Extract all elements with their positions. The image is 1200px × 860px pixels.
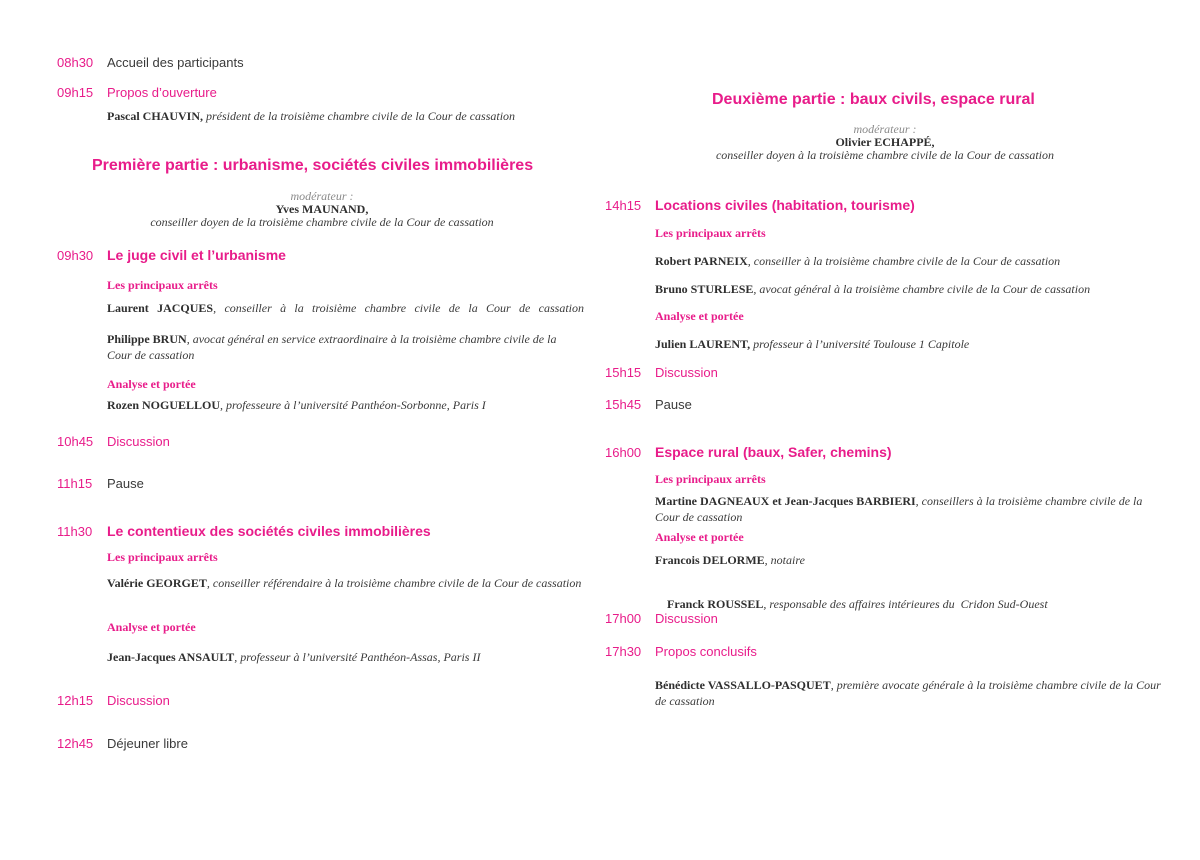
speaker-role: , conseiller référendaire à la troisième chambre civile de la Cour de cassation bbox=[206, 576, 582, 590]
speaker-role: , responsable des affaires intérieures du Cridon Sud-Ouest bbox=[763, 597, 1048, 611]
speaker-ansault bbox=[107, 649, 587, 665]
speaker-role: , avocat général à la troisième chambre civile de la Cour de cassation bbox=[753, 282, 1091, 296]
time-discussion-1: 10h45 bbox=[57, 434, 94, 449]
speaker-georget bbox=[107, 575, 584, 591]
time-session-4: 16h00 bbox=[605, 445, 642, 460]
speaker-brun bbox=[107, 331, 582, 363]
speaker-role: , conseillers à la troisième chambre civile de la Cour de cassation bbox=[655, 494, 1143, 524]
speaker-role: , professeure à l’université Panthéon-Sorbonne, Paris I bbox=[220, 398, 486, 412]
speaker-name: Laurent JACQUES bbox=[107, 301, 214, 315]
session-4-sub-analyse: Analyse et portée bbox=[655, 530, 744, 544]
speaker-name: Martine DAGNEAUX et Jean-Jacques BARBIERI bbox=[655, 494, 916, 508]
speaker-role: professeur à l’université Toulouse 1 Capitole bbox=[750, 337, 970, 351]
speaker-role: , conseiller à la troisième chambre civile de la Cour de cassation bbox=[213, 301, 585, 315]
part-one-title: Première partie : urbanisme, sociétés civiles immobilières bbox=[92, 157, 534, 174]
speaker-roussel bbox=[655, 580, 1160, 628]
moderator-role: conseiller doyen à la troisième chambre civile de la Cour de cassation bbox=[715, 148, 1055, 162]
speaker-name: Franck ROUSSEL bbox=[667, 597, 764, 611]
time-session-3: 14h15 bbox=[605, 198, 642, 213]
session-4-sub-arrets: Les principaux arrêts bbox=[655, 472, 766, 486]
session-2-title: Le contentieux des sociétés civiles immobilières bbox=[107, 523, 431, 539]
speaker-name: Bruno STURLESE bbox=[655, 282, 754, 296]
speaker-dagneaux-barbieri bbox=[655, 493, 1163, 525]
label-pause-2: Pause bbox=[655, 397, 692, 412]
time-session-1: 09h30 bbox=[57, 248, 94, 263]
label-welcome: Accueil des participants bbox=[107, 55, 244, 70]
time-closing: 17h30 bbox=[605, 644, 642, 659]
moderator-label: modérateur : bbox=[290, 189, 354, 203]
time-discussion-3: 15h15 bbox=[605, 365, 642, 380]
speaker-parneix bbox=[655, 253, 1160, 269]
session-3-sub-arrets: Les principaux arrêts bbox=[655, 226, 766, 240]
speaker-role: , première avocate générale à la troisième chambre civile de la Cour de cassation bbox=[655, 678, 1161, 708]
label-discussion-1: Discussion bbox=[107, 434, 170, 449]
speaker-jacques bbox=[107, 300, 584, 316]
label-discussion-4: Discussion bbox=[655, 611, 718, 626]
time-pause-1: 11h15 bbox=[57, 476, 93, 491]
session-1-sub-analyse: Analyse et portée bbox=[107, 377, 196, 391]
speaker-role: , professeur à l’université Panthéon-Assas, Paris II bbox=[234, 650, 481, 664]
speaker-role: président de la troisième chambre civile de la Cour de cassation bbox=[203, 109, 516, 123]
time-opening: 09h15 bbox=[57, 85, 94, 100]
speaker-sturlese bbox=[655, 281, 1160, 297]
label-closing: Propos conclusifs bbox=[655, 644, 757, 659]
speaker-name: Valérie GEORGET bbox=[107, 576, 207, 590]
label-opening: Propos d’ouverture bbox=[107, 85, 217, 100]
speaker-vassallo-pasquet bbox=[655, 677, 1163, 709]
label-pause-1: Pause bbox=[107, 476, 144, 491]
session-2-sub-arrets: Les principaux arrêts bbox=[107, 550, 218, 564]
session-2-sub-analyse: Analyse et portée bbox=[107, 620, 196, 634]
part-two-title: Deuxième partie : baux civils, espace rural bbox=[712, 91, 1035, 108]
speaker-name: Julien LAURENT, bbox=[655, 337, 751, 351]
speaker-name: Francois DELORME bbox=[655, 553, 765, 567]
label-discussion-3: Discussion bbox=[655, 365, 718, 380]
speaker-name: Rozen NOGUELLOU bbox=[107, 398, 221, 412]
speaker-name: Philippe BRUN bbox=[107, 332, 187, 346]
moderator-label: modérateur : bbox=[853, 122, 917, 136]
moderator-name: Olivier ECHAPPÉ, bbox=[835, 135, 935, 149]
speaker-name: Robert PARNEIX bbox=[655, 254, 748, 268]
moderator-role: conseiller doyen de la troisième chambre civile de la Cour de cassation bbox=[150, 215, 494, 229]
speaker-role: , notaire bbox=[764, 553, 805, 567]
speaker-name: Bénédicte VASSALLO-PASQUET bbox=[655, 678, 831, 692]
session-1-sub-arrets: Les principaux arrêts bbox=[107, 278, 218, 292]
time-discussion-2: 12h15 bbox=[57, 693, 94, 708]
session-3-sub-analyse: Analyse et portée bbox=[655, 309, 744, 323]
session-1-title: Le juge civil et l’urbanisme bbox=[107, 247, 286, 263]
label-lunch: Déjeuner libre bbox=[107, 736, 188, 751]
time-session-2: 11h30 bbox=[57, 524, 93, 539]
speaker-noguellou bbox=[107, 397, 587, 413]
speaker-name: Jean-Jacques ANSAULT bbox=[107, 650, 235, 664]
speaker-role: , conseiller à la troisième chambre civile de la Cour de cassation bbox=[747, 254, 1061, 268]
moderator-name: Yves MAUNAND, bbox=[275, 202, 369, 216]
speaker-opening bbox=[107, 108, 587, 124]
session-4-title: Espace rural (baux, Safer, chemins) bbox=[655, 444, 892, 460]
part-two-moderator bbox=[605, 123, 1165, 162]
label-discussion-2: Discussion bbox=[107, 693, 170, 708]
time-discussion-4: 17h00 bbox=[605, 611, 642, 626]
speaker-name: Pascal CHAUVIN, bbox=[107, 109, 203, 123]
speaker-delorme bbox=[655, 552, 1160, 568]
time-welcome: 08h30 bbox=[57, 55, 94, 70]
speaker-laurent bbox=[655, 336, 1160, 352]
time-pause-2: 15h45 bbox=[605, 397, 642, 412]
speaker-role: , avocat général en service extraordinaire à la troisième chambre civile de la Cour de cassation bbox=[107, 332, 557, 362]
session-3-title: Locations civiles (habitation, tourisme) bbox=[655, 197, 915, 213]
part-one-moderator bbox=[57, 190, 587, 229]
time-lunch: 12h45 bbox=[57, 736, 94, 751]
